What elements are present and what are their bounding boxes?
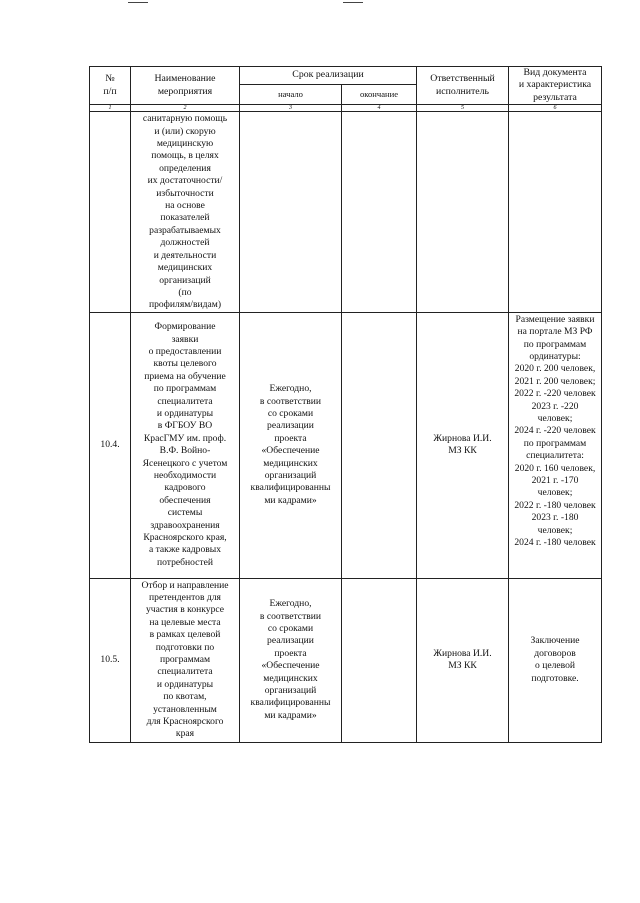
column-number: 3 [240,105,342,112]
table-row-continued [90,112,602,313]
row-responsible: Жирнова И.И. МЗ КК [417,312,509,578]
column-number: 4 [342,105,417,112]
column-number-row [90,105,602,112]
header-start: начало [240,85,342,105]
plan-table [89,66,602,743]
row-name: Отбор и направление претендентов для участия в конкурсе на целевые места в рамках целевой подготовки по программам специалитета и ординатуры по квотам, установленным для Красноярского края [131,578,240,742]
row-num: 10.5. [90,578,131,742]
column-number: 5 [417,105,509,112]
column-number: 6 [509,105,602,112]
header-responsible: Ответственный исполнитель [417,67,509,105]
row-start: Ежегодно, в соответствии со сроками реализации проекта «Обеспечение медицинских организаций квалифицированны ми кадрами» [240,312,342,578]
header-num: № п/п [90,67,131,105]
row-name: Формирование заявки о предоставлении квоты целевого приема на обучение по программам специалитета и ординатуры в ФГБОУ ВО КрасГМУ им. проф. В.Ф. Войно- Ясенецкого с учетом необходимости кадрового обеспечения системы здравоохранения Красноярского края, а также кадровых потребностей [131,312,240,578]
row-end [342,312,417,578]
row-responsible [417,112,509,313]
scan-mark-right [343,2,363,3]
scan-mark-left [128,2,148,3]
column-number: 2 [131,105,240,112]
header-end: окончание [342,85,417,105]
row-start [240,112,342,313]
header-result: Вид документа и характеристика результата [509,67,602,105]
row-name: санитарную помощь и (или) скорую медицинскую помощь, в целях определения их достаточности/ избыточности на основе показателей разрабатываемых должностей и деятельности медицинских организаций (по профилям/видам) [131,112,240,313]
column-number: 1 [90,105,131,112]
table-row-10-5 [90,578,602,742]
table-row-10-4 [90,312,602,578]
row-result: Заключение договоров о целевой подготовке. [509,578,602,742]
row-end [342,112,417,313]
row-responsible: Жирнова И.И. МЗ КК [417,578,509,742]
header-name: Наименование мероприятия [131,67,240,105]
row-num [90,112,131,313]
row-result [509,112,602,313]
row-num: 10.4. [90,312,131,578]
row-result: Размещение заявки на портале МЗ РФ по программам ординатуры: 2020 г. 200 человек, 2021 г. 200 человек; 2022 г. -220 человек 2023 г. -220 человек; 2024 г. -220 человек по программам специалитета: 2020 г. 160 человек, 2021 г. -170 человек; 2022 г. -180 человек 2023 г. -180 человек; 2024 г. -180 человек [509,312,602,578]
row-end [342,578,417,742]
header-period: Срок реализации [240,67,417,85]
row-start: Ежегодно, в соответствии со сроками реализации проекта «Обеспечение медицинских организаций квалифицированны ми кадрами» [240,578,342,742]
